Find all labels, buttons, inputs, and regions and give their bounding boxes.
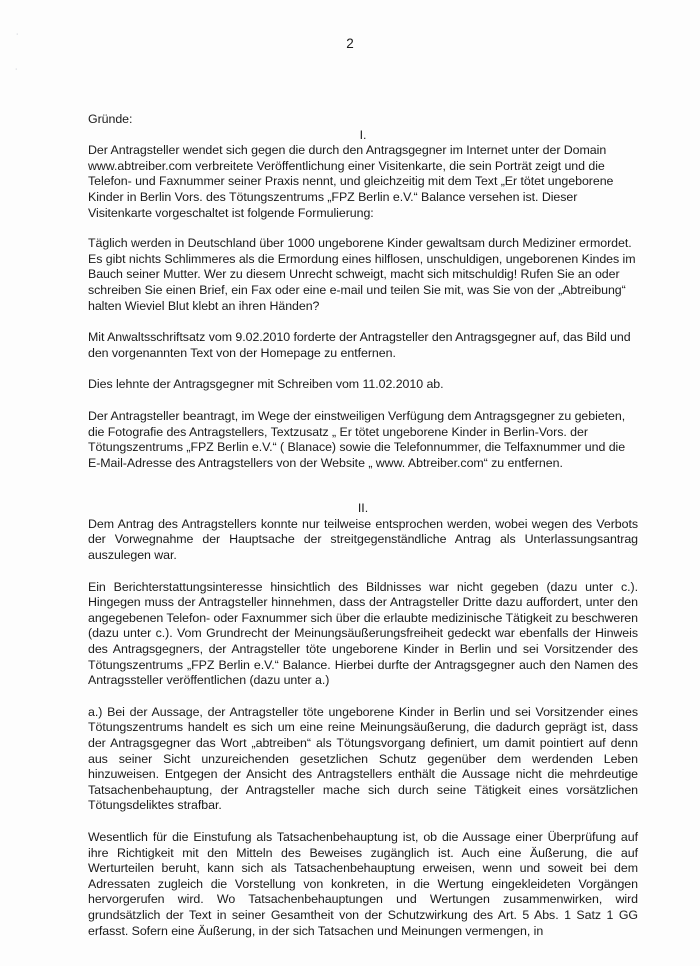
paragraph: Der Antragsteller wendet sich gegen die durch den Antragsgegner im Internet unter der Domain www.abtreiber.com verbreitete Veröffentlichung einer Visitenkarte, die sein Porträt zeigt und die Telefon- und Faxnummer seiner Praxis nennt, und gleichzeitig mit dem Text „Er tötet ungeborene Kinder in Berlin Vors. des Tötungszentrums „FPZ Berlin e.V.“ Balance versehen ist. Dieser Visitenkarte vorgeschaltet ist folgende Formulierung: — [88, 143, 614, 220]
page-number: 2 — [346, 36, 354, 51]
paragraph: Dem Antrag des Antragstellers konnte nur teilweise entsprochen werden, wobei wegen des Verbots der Vorwegnahme der Hauptsache der streitgegenständliche Antrag als Unterlassungsantrag auszulegen war. — [88, 516, 638, 563]
section-two-numeral: II. — [357, 501, 369, 516]
paragraph: Ein Berichterstattungsinteresse hinsichtlich des Bildnisses war nicht gegeben (dazu unter c.). Hingegen muss der Antragsteller hinnehmen, dass der Antragsteller Dritte dazu auffordert, unter den angegebenen Telefon- oder Faxnummer sich über die erlaubte medizinische Tätigkeit zu beschweren (dazu unter c.). Vom Grundrecht der Meinungsäußerungsfreiheit gedeckt war ebenfalls der Hinweis des Antragsgegners, der Antragsteller töte ungeborene Kinder in Berlin und sei Vorsitzender des Tötungszentrums „FPZ Berlin e.V.“ Balance. Hierbei durfte der Antragsgegner auch den Namen des Antragssteller veröffentlichen (dazu unter a.) — [88, 579, 638, 688]
paragraph: a.) Bei der Aussage, der Antragsteller töte ungeborene Kinder in Berlin und sei Vorsitzender eines Tötungszentrums handelt es sich um eine reine Meinungsäußerung, die dadurch geprägt ist, dass der Antragsgegner das Wort „abtreiben“ als Tötungsvorgang definiert, um damit pointiert auf denn aus seiner Sicht unzureichenden gesetzlichen Schutz gegenüber dem werdenden Leben hinzuweisen. Entgegen der Ansicht des Antragstellers enthält die Aussage nicht die mehrdeutige Tatsachenbehauptung, der Antragsteller mache sich durch seine Tätigkeit eines vorsätzlichen Tötungsdeliktes strafbar. — [88, 704, 638, 813]
paragraph: Wesentlich für die Einstufung als Tatsachenbehauptung ist, ob die Aussage einer Überprüfung auf ihre Richtigkeit mit den Mitteln des Beweises zugänglich ist. Auch eine Äußerung, die auf Werturteilen beruht, kann sich als Tatsachenbehauptung erweisen, wenn und soweit bei dem Adressaten zugleich die Vorstellung von konkreten, in die Wertung eingekleideten Vorgängen hervorgerufen wird. Wo Tatsachenbehauptungen und Wertungen zusammenwirken, wird grundsätzlich der Text in seiner Gesamtheit von der Schutzwirkung des Art. 5 Abs. 1 Satz 1 GG erfasst. Sofern eine Äußerung, in der sich Tatsachen und Meinungen vermengen, in — [88, 829, 638, 938]
paragraph: Der Antragsteller beantragt, im Wege der einstweiligen Verfügung dem Antragsgegner zu gebieten, die Fotografie des Antragstellers, Textzusatz „ Er tötet ungeborene Kinder in Berlin-Vors. der Tötungszentrums „FPZ Berlin e.V.“ ( Blanace) sowie die Telefonnummer, die Telfaxnummer und die E-Mail-Adresse des Antragstellers von der Website „ www. Abtreiber.com“ zu entfernen. — [88, 408, 626, 470]
paragraph: Dies lehnte der Antragsgegner mit Schreiben vom 11.02.2010 ab. — [88, 377, 444, 392]
section-one-numeral: I. — [359, 127, 367, 142]
section-heading: Gründe: — [88, 112, 133, 126]
scan-speck: ˙ — [16, 33, 20, 44]
paragraph: Mit Anwaltsschriftsatz vom 9.02.2010 forderte der Antragsteller den Antragsgegner auf, das Bild und den vorgenannten Text von der Homepage zu entfernen. — [88, 330, 631, 360]
scan-speck: ˙ — [15, 68, 19, 79]
paragraph: Täglich werden in Deutschland über 1000 ungeborene Kinder gewaltsam durch Mediziner ermordet. Es gibt nichts Schlimmeres als die Ermordung eines hilflosen, unschuldigen, ungeborenen Kindes im Bauch seiner Mutter. Wer zu diesem Unrecht schweigt, macht sich mitschuldig! Rufen Sie an oder schreiben Sie einen Brief, ein Fax oder eine e-mail und teilen Sie mit, was Sie von der „Abtreibung“ halten Wieviel Blut klebt an ihren Händen? — [88, 236, 636, 313]
document-body — [88, 112, 638, 939]
